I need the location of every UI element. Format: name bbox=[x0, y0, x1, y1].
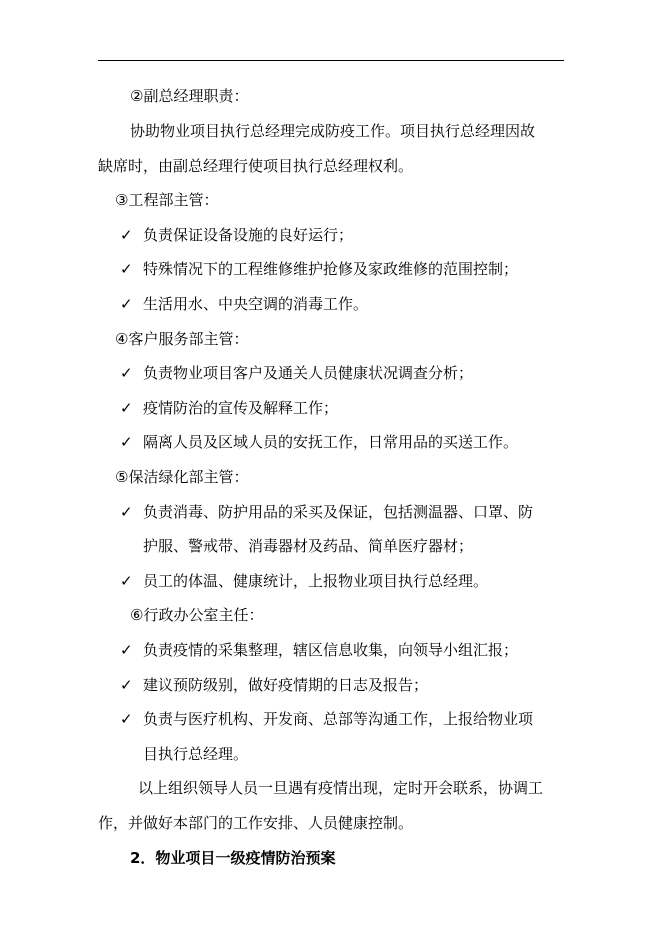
summary-line-1: 以上组织领导人员一旦遇有疫情出现，定时开会联系，协调工 bbox=[138, 779, 544, 797]
admin-item-3-line-2: 目执行总经理。 bbox=[143, 745, 249, 763]
header-rule bbox=[98, 60, 564, 61]
heading-admin-office: ⑥行政办公室主任： bbox=[130, 606, 264, 624]
admin-item-1: 负责疫情的采集整理，辖区信息收集，向领导小组汇报； bbox=[143, 641, 519, 659]
deputy-paragraph-line-2: 缺席时，由副总经理行使项目执行总经理权利。 bbox=[98, 157, 414, 175]
cleaning-item-1-line-2: 护服、警戒带、消毒器材及药品、简单医疗器材； bbox=[143, 537, 474, 555]
checkmark-icon: ✓ bbox=[120, 641, 133, 659]
section-heading: 2．物业项目一级疫情防治预案 bbox=[130, 849, 336, 867]
cleaning-item-1-line-1: 负责消毒、防护用品的采买及保证，包括测温器、口罩、防 bbox=[143, 503, 534, 521]
checkmark-icon: ✓ bbox=[120, 399, 133, 417]
checkmark-icon: ✓ bbox=[120, 572, 133, 590]
admin-item-2: 建议预防级别，做好疫情期的日志及报告； bbox=[143, 676, 429, 694]
checkmark-icon: ✓ bbox=[120, 676, 133, 694]
engineering-item-3: 生活用水、中央空调的消毒工作。 bbox=[143, 295, 369, 313]
heading-deputy-manager: ②副总经理职责： bbox=[130, 87, 249, 105]
admin-item-3-line-1: 负责与医疗机构、开发商、总部等沟通工作，上报给物业项 bbox=[143, 710, 534, 728]
checkmark-icon: ✓ bbox=[120, 260, 133, 278]
cleaning-item-2: 员工的体温、健康统计，上报物业项目执行总经理。 bbox=[143, 572, 489, 590]
checkmark-icon: ✓ bbox=[120, 433, 133, 451]
customer-item-3: 隔离人员及区域人员的安抚工作，日常用品的买送工作。 bbox=[143, 433, 519, 451]
engineering-item-2: 特殊情况下的工程维修维护抢修及家政维修的范围控制； bbox=[143, 260, 519, 278]
checkmark-icon: ✓ bbox=[120, 710, 133, 728]
checkmark-icon: ✓ bbox=[120, 503, 133, 521]
customer-item-1: 负责物业项目客户及通关人员健康状况调查分析； bbox=[143, 364, 474, 382]
deputy-paragraph-line-1: 协助物业项目执行总经理完成防疫工作。项目执行总经理因故 bbox=[130, 122, 536, 140]
heading-customer-service: ④客户服务部主管： bbox=[115, 330, 249, 348]
checkmark-icon: ✓ bbox=[120, 364, 133, 382]
checkmark-icon: ✓ bbox=[120, 226, 133, 244]
customer-item-2: 疫情防治的宣传及解释工作； bbox=[143, 399, 339, 417]
engineering-item-1: 负责保证设备设施的良好运行； bbox=[143, 226, 354, 244]
heading-cleaning-greening: ⑤保洁绿化部主管： bbox=[115, 468, 249, 486]
heading-engineering: ③工程部主管： bbox=[115, 191, 219, 209]
checkmark-icon: ✓ bbox=[120, 295, 133, 313]
summary-line-2: 作，并做好本部门的工作安排、人员健康控制。 bbox=[98, 814, 414, 832]
